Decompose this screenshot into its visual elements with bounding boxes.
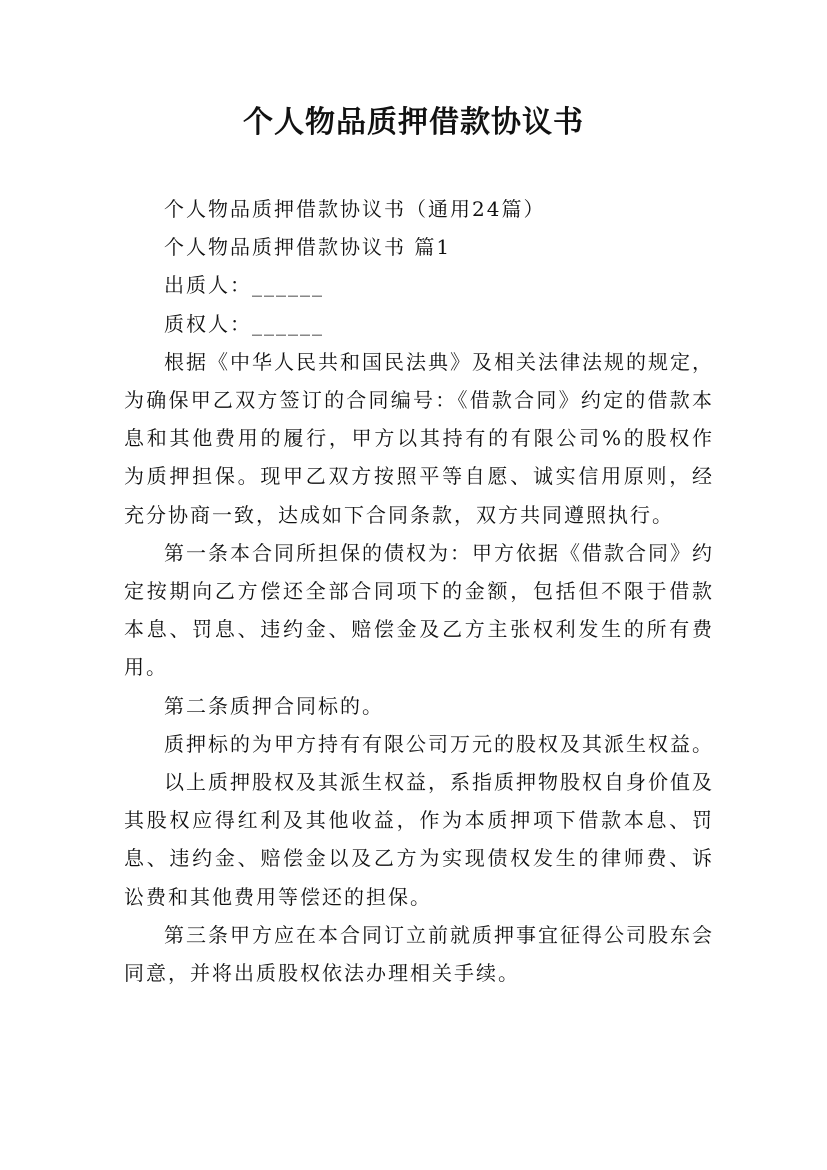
preamble-paragraph: 根据《中华人民共和国民法典》及相关法律法规的规定，为确保甲乙双方签订的合同编号：《借款合同》约定的借款本息和其他费用的履行，甲方以其持有的有限公司%的股权作为质押担保。现甲乙双方按照平等自愿、诚实信用原则，经充分协商一致，达成如下合同条款，双方共同遵照执行。 [124, 349, 714, 527]
pledge-scope-paragraph: 以上质押股权及其派生权益，系指质押物股权自身价值及其股权应得红利及其他收益，作为本质押项下借款本息、罚息、违约金、赔偿金以及乙方为实现债权发生的律师费、诉讼费和其他费用等偿还的担保。 [124, 770, 714, 909]
subtitle-line: 个人物品质押借款协议书（通用24篇） [164, 197, 546, 221]
article-1-paragraph: 第一条本合同所担保的债权为：甲方依据《借款合同》约定按期向乙方偿还全部合同项下的金额，包括但不限于借款本息、罚息、违约金、赔偿金及乙方主张权利发生的所有费用。 [124, 540, 714, 680]
article-2-heading: 第二条质押合同标的。 [164, 693, 384, 718]
document-body [124, 190, 714, 992]
pledge-subject-paragraph: 质押标的为甲方持有有限公司万元的股权及其派生权益。 [164, 731, 714, 756]
document-title: 个人物品质押借款协议书 [243, 105, 584, 140]
article-3-paragraph: 第三条甲方应在本合同订立前就质押事宜征得公司股东会同意，并将出质股权依法办理相关手续。 [124, 922, 714, 986]
pledgee-line: 质权人：______ [164, 311, 324, 336]
pledgor-line: 出质人：______ [164, 273, 324, 298]
section-heading: 个人物品质押借款协议书 篇1 [164, 235, 452, 260]
